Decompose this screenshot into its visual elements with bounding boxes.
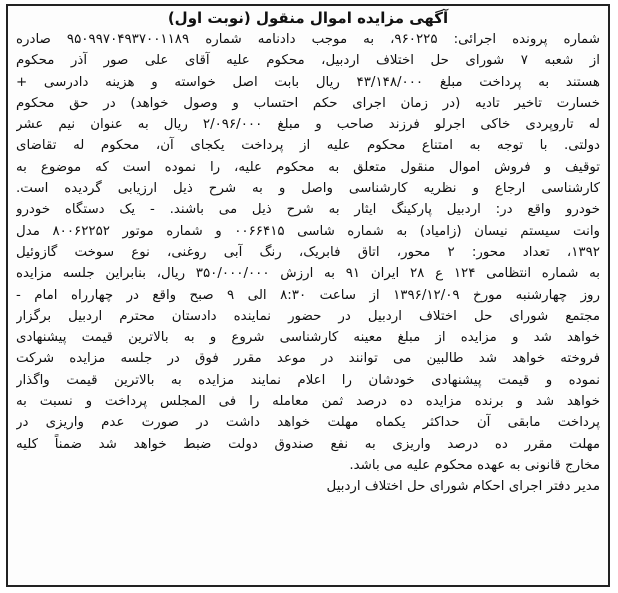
- notice-line: مهلت مقرر ده درصد واریزی به نفع صندوق دولت ضبط خواهد شد ضمناً کلیه: [16, 436, 600, 452]
- notice-line: له تاروپردی خاکی اجرلو فرزند صاحب و مبلغ ۲/۰۹۶/۰۰۰ ریال به عنوان نیم عشر: [16, 117, 600, 133]
- notice-line: خودرو واقع در: اردبیل پارکینگ ایثار به شرح ذیل می باشند. - یک دستگاه خودرو: [16, 202, 600, 218]
- notice-line: از شعبه ۷ شورای حل اختلاف اردبیل، محکوم علیه آقای علی صور آذر محکوم: [16, 53, 600, 69]
- notice-line: توقیف و فروش اموال منقول متعلق به محکوم علیه، را نموده است که موضوع به: [16, 159, 600, 175]
- notice-line: خواهد شد و مزایده از مبلغ معینه کارشناسی شروع و به بالاترین قیمت پیشنهادی: [16, 330, 600, 346]
- notice-line: وانت سیستم نیسان (زامیاد) به شماره شاسی ۰۰۶۶۴۱۵ و شماره موتور ۸۰۰۶۲۲۵۲ مدل: [16, 223, 600, 239]
- notice-line: هستند به پرداخت مبلغ ۴۳/۱۴۸/۰۰۰ ریال بابت اصل خواسته و هزینه دادرسی +: [16, 74, 600, 90]
- notice-line: شماره پرونده اجرائی: ۹۶۰۲۲۵، به موجب دادنامه شماره ۹۵۰۹۹۷۰۴۹۳۷۰۰۱۱۸۹ صادره: [16, 32, 600, 47]
- notice-line: کارشناسی ارجاع و نظریه کارشناسی واصل و به شرح ذیل ارزیابی گردیده است.: [16, 181, 600, 197]
- notice-line: نموده و قیمت پیشنهادی خودشان را اعلام نمایند مزایده به بالاترین قیمت واگذار: [16, 372, 600, 388]
- notice-line: پرداخت مابقی آن حداکثر یکماه مهلت خواهد داشت در صورت عدم واریزی در: [16, 415, 600, 431]
- notice-line: روز چهارشنبه مورخ ۱۳۹۶/۱۲/۰۹ از ساعت ۸:۳۰ الی ۹ صبح واقع در چهارراه امام -: [16, 287, 600, 303]
- notice-title: آگهی مزایده اموال منقول (نوبت اول): [167, 9, 449, 27]
- notice-line: مجتمع شورای حل اختلاف اردبیل در حضور نماینده دادستان محترم اردبیل برگزار: [16, 308, 600, 324]
- notice-line: مخارج قانونی به عهده محکوم علیه می باشد.: [349, 457, 600, 473]
- auction-notice: [6, 4, 610, 587]
- notice-line: فروخته خواهد شد طالبین می توانند در موعد مقرر فوق در جلسه مزایده شرکت: [16, 351, 600, 367]
- notice-line: به شماره انتظامی ۱۲۴ ع ۲۸ ایران ۹۱ به ارزش ۳۵۰/۰۰۰/۰۰۰ ریال، بنابراین جلسه مزایده: [16, 266, 600, 282]
- notice-line: خواهد شد و برنده مزایده ده درصد ثمن معامله را فی المجلس پرداخت و نسبت به: [16, 394, 600, 410]
- notice-line: خسارت تاخیر تادیه (در زمان اجرای حکم احتساب و وصول خواهد) در حق محکوم: [16, 95, 600, 111]
- notice-line: ۱۳۹۲، تعداد محور: ۲ محور، اتاق فابریک، رنگ آبی روغنی، نوع سوخت گازوئیل: [16, 244, 600, 260]
- notice-line: دولتی. با توجه به امتناع محکوم علیه از پرداخت یکجای آن، محکوم له تقاضای: [16, 138, 600, 154]
- notice-signature: مدیر دفتر اجرای احکام شورای حل اختلاف اردبیل: [326, 479, 600, 495]
